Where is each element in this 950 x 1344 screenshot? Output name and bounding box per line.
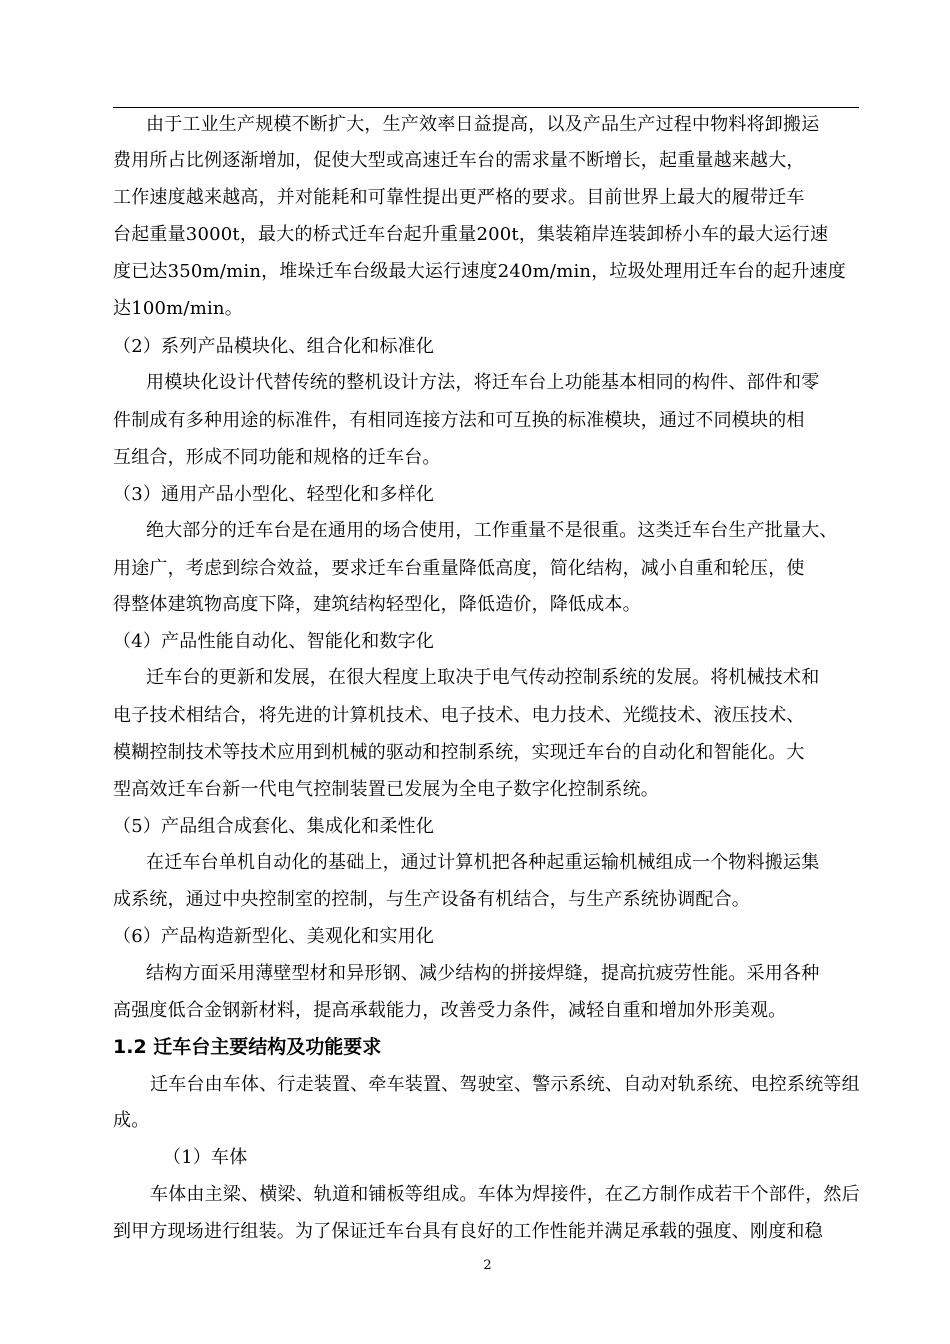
- body-text-line: 在迁车台单机自动化的基础上，通过计算机把各种起重运输机械组成一个物料搬运集: [146, 852, 820, 873]
- body-text-line: 件制成有多种用途的标准件，有相同连接方法和可互换的标准模块，通过不同模块的相: [113, 410, 805, 431]
- body-text-line: 费用所占比例逐渐增加，促使大型或高速迁车台的需求量不断增长，起重量越来越大，: [113, 150, 805, 171]
- body-text-line: 由于工业生产规模不断扩大，生产效率日益提高，以及产品生产过程中物料将卸搬运: [146, 114, 820, 135]
- body-text-line: 电子技术相结合，将先进的计算机技术、电子技术、电力技术、光缆技术、液压技术、: [113, 705, 805, 726]
- subheading: （3）通用产品小型化、轻型化和多样化: [113, 484, 435, 505]
- subheading: （4）产品性能自动化、智能化和数字化: [113, 631, 435, 652]
- body-text-line: 到甲方现场进行组装。为了保证迁车台具有良好的工作性能并满足承载的强度、刚度和稳: [113, 1221, 823, 1242]
- body-text-line: 模糊控制技术等技术应用到机械的驱动和控制系统，实现迁车台的自动化和智能化。大: [113, 742, 805, 763]
- body-text-line: 用模块化设计代替传统的整机设计方法，将迁车台上功能基本相同的构件、部件和零: [146, 372, 820, 393]
- section-heading: 1.2 迁车台主要结构及功能要求: [113, 1036, 382, 1058]
- body-text-line: 迁车台的更新和发展，在很大程度上取决于电气传动控制系统的发展。将机械技术和: [146, 667, 820, 688]
- body-text-line: 结构方面采用薄壁型材和异形钢、减少结构的拼接焊缝，提高抗疲劳性能。采用各种: [146, 963, 820, 984]
- body-text-line: 达100m/min。: [113, 298, 243, 319]
- body-text-line: 迁车台由车体、行走装置、牵车装置、驾驶室、警示系统、自动对轨系统、电控系统等组: [150, 1074, 860, 1095]
- body-text-line: 度已达350m/min，堆垛迁车台级最大运行速度240m/min，垃圾处理用迁车台的起升速度: [113, 261, 847, 282]
- subheading: （2）系列产品模块化、组合化和标准化: [113, 336, 435, 357]
- body-text-line: 绝大部分的迁车台是在通用的场合使用，工作重量不是很重。这类迁车台生产批量大、: [146, 520, 838, 541]
- body-text-line: 成系统，通过中央控制室的控制，与生产设备有机结合，与生产系统协调配合。: [113, 889, 750, 910]
- body-text-line: 得整体建筑物高度下降，建筑结构轻型化，降低造价，降低成本。: [113, 594, 641, 615]
- body-text-line: 车体由主梁、横梁、轨道和铺板等组成。车体为焊接件，在乙方制作成若干个部件，然后: [150, 1184, 860, 1205]
- body-text-line: 成。: [113, 1110, 150, 1131]
- body-text-line: 用途广，考虑到综合效益，要求迁车台重量降低高度，简化结构，减小自重和轮压，使: [113, 558, 805, 579]
- body-text-line: 工作速度越来越高，并对能耗和可靠性提出更严格的要求。目前世界上最大的履带迁车: [113, 187, 805, 208]
- body-text-line: 互组合，形成不同功能和规格的迁车台。: [113, 447, 441, 468]
- subheading: （5）产品组合成套化、集成化和柔性化: [113, 816, 435, 837]
- subheading: （6）产品构造新型化、美观化和实用化: [113, 926, 435, 947]
- body-text-line: 台起重量3000t，最大的桥式迁车台起升重量200t，集装箱岸连装卸桥小车的最大运行速: [113, 224, 829, 245]
- subheading: （1）车体: [163, 1147, 248, 1168]
- body-text-line: 高强度低合金钢新材料，提高承载能力，改善受力条件，减轻自重和增加外形美观。: [113, 1000, 787, 1021]
- page-number: 2: [483, 1258, 492, 1273]
- header-rule: [113, 107, 859, 108]
- body-text-line: 型高效迁车台新一代电气控制装置已发展为全电子数字化控制系统。: [113, 779, 659, 800]
